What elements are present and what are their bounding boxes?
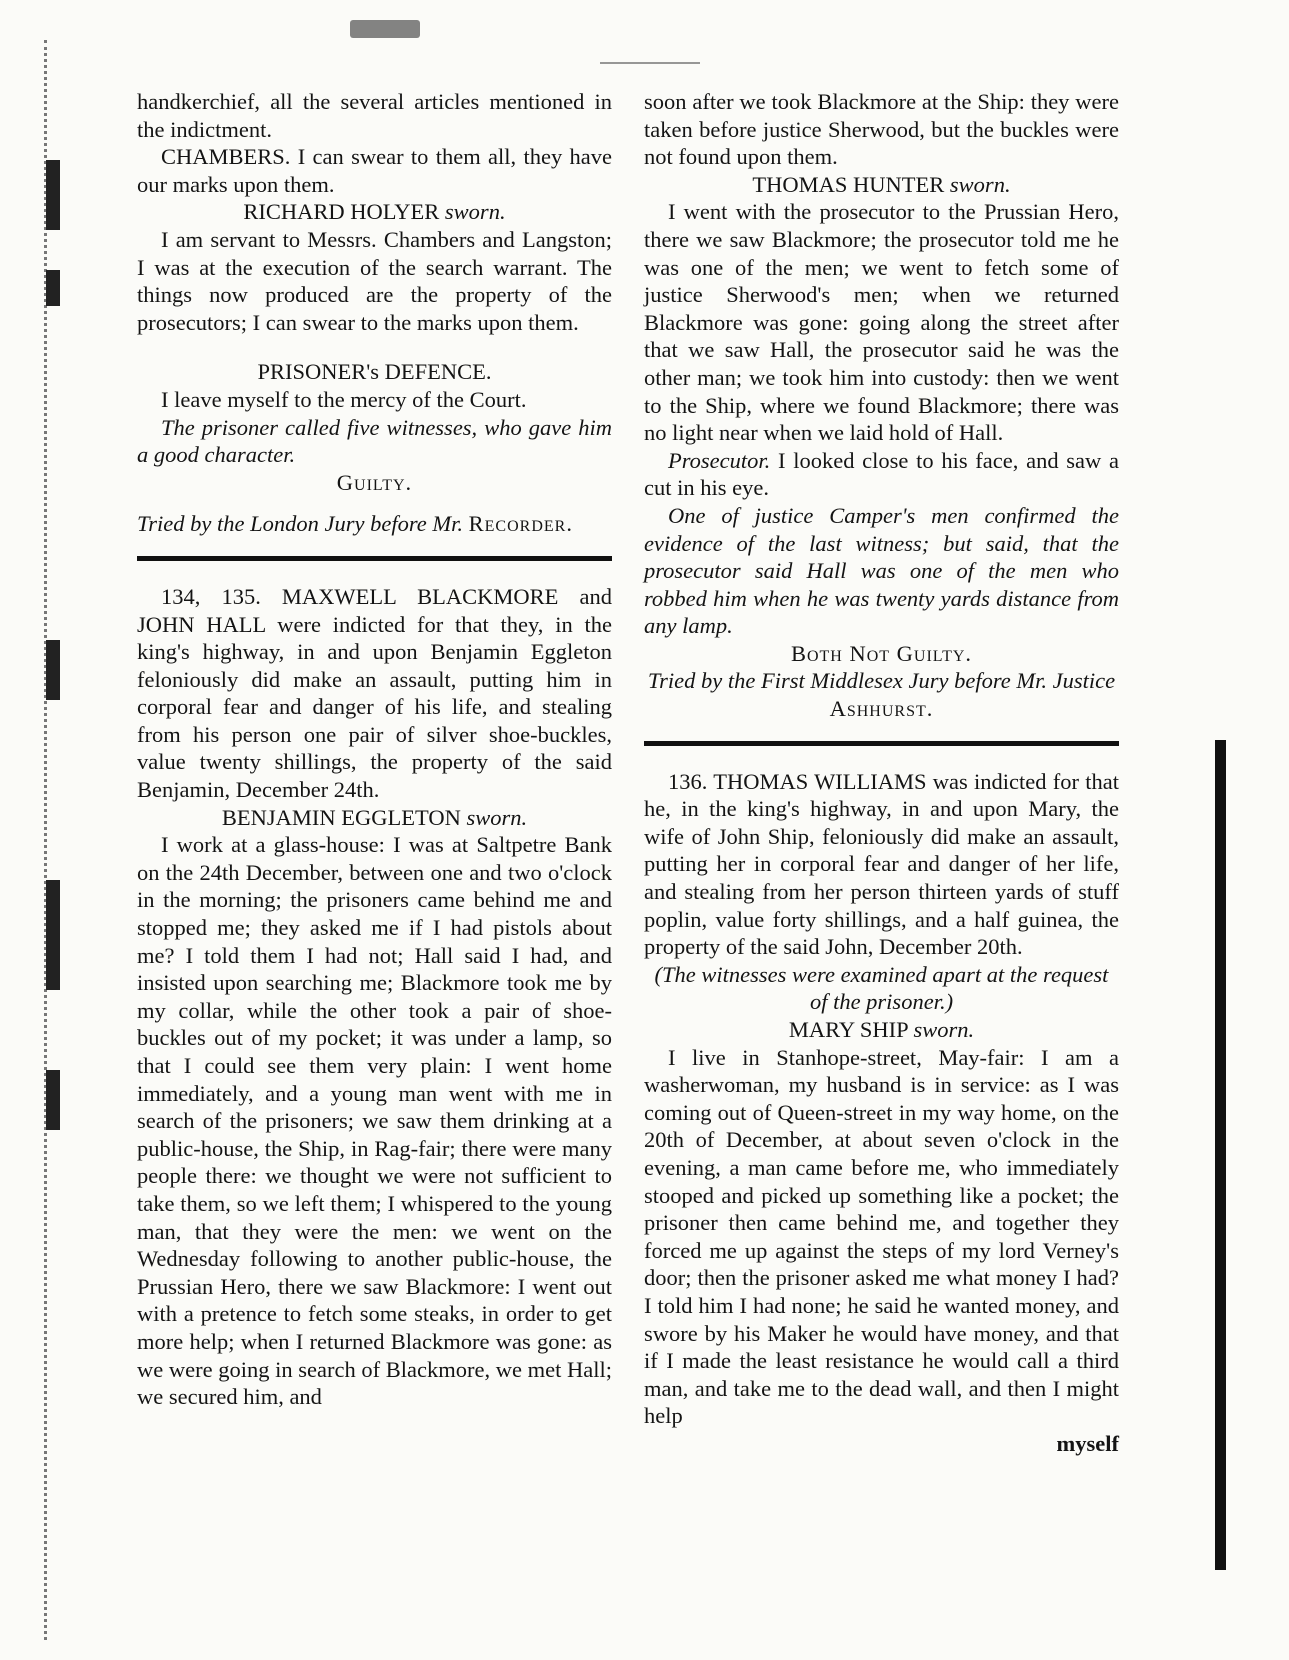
section-divider: [644, 741, 1119, 746]
testimony-holyer: I am servant to Messrs. Chambers and Langston; I was at the execution of the search warrant. The things now produced are the property of the prosecutors; I can swear to the marks upon them.: [137, 226, 612, 335]
section-divider: [137, 556, 612, 561]
case-134-135: 134, 135. MAXWELL BLACKMORE and JOHN HALL were indicted for that they, in the king's highway, in and upon Benjamin Eggleton feloniously did make an assault, putting him in corporal fear and danger of his life, and stealing from his person one pair of silver shoe-buckles, value twenty shillings, the property of the said Benjamin, December 24th.: [137, 583, 612, 803]
apart-note: (The witnesses were examined apart at the request of the prisoner.): [654, 961, 1109, 1015]
section-heading: PRISONER's DEFENCE.: [257, 359, 492, 385]
catchword: myself: [1056, 1430, 1119, 1456]
ink-smudge: [600, 28, 700, 64]
binding-mark: [46, 160, 60, 230]
jury-note: Tried by the London Jury before Mr. Recorder.: [137, 511, 573, 537]
right-column: [644, 88, 1119, 1458]
witness-heading: BENJAMIN EGGLETON sworn.: [221, 804, 528, 830]
witness-heading: MARY SHIP sworn.: [788, 1017, 975, 1042]
page-edge-shadow: [1215, 740, 1226, 1570]
left-column: [137, 88, 612, 1411]
verdict: Both Not Guilty.: [790, 640, 973, 666]
paragraph: soon after we took Blackmore at the Ship: they were taken before justice Sherwood, but the buckles were not found upon them.: [644, 89, 1119, 170]
binding-mark: [46, 640, 60, 700]
witnesses-note: The prisoner called five witnesses, who gave him a good character.: [137, 414, 612, 468]
testimony-chambers: CHAMBERS. I can swear to them all, they have our marks upon them.: [137, 144, 612, 197]
defence-text: I leave myself to the mercy of the Court.: [161, 386, 527, 412]
witness-heading: THOMAS HUNTER sworn.: [752, 171, 1011, 197]
testimony-hunter: I went with the prosecutor to the Prussian Hero, there we saw Blackmore; the prosecutor told me he was one of the men; we went to fetch some of justice Sherwood's men; when we returned Blackmore was gone: going along the street after that we saw Hall, the prosecutor said he was the other man; we took him into custody: then we went to the Ship, where we found Blackmore; there was no light near when we laid hold of Hall.: [644, 199, 1119, 446]
camper-note: One of justice Camper's men confirmed the evidence of the last witness; but said, that the prosecutor said Hall was one of the men who robbed him when he was twenty yards distance from any lamp.: [644, 502, 1119, 639]
binding-mark: [46, 1070, 60, 1130]
binding-mark: [46, 270, 60, 306]
binding-mark: [46, 880, 60, 990]
case-136: 136. THOMAS WILLIAMS was indicted for that he, in the king's highway, in and upon Mary, the wife of John Ship, feloniously did make an assault, putting her in corporal fear and danger of her life, and stealing from her person thirteen yards of stuff poplin, value forty shillings, and a half guinea, the property of the said John, December 20th.: [644, 768, 1119, 960]
testimony-ship: I live in Stanhope-street, May-fair: I am a washerwoman, my husband is in service: as I was coming out of Queen-street in my way home, on the 20th of December, at about seven o'clock in the evening, a man came before me, who immediately stooped and picked up something like a pocket; the prisoner then came behind me, and together they forced me up against the steps of my lord Verney's door; then the prisoner asked me what money I had? I told him I had none; he said he wanted money, and swore by his Maker he would have money, and that if I made the least resistance he would call a third man, and take me to the dead wall, and then I might help: [644, 1044, 1119, 1429]
prosecutor-statement: Prosecutor. I looked close to his face, and saw a cut in his eye.: [644, 447, 1119, 501]
jury-note: Tried by the First Middlesex Jury before Mr. Justice Ashhurst.: [647, 668, 1116, 722]
ink-smudge: [350, 20, 420, 38]
testimony-eggleton: I work at a glass-house: I was at Saltpetre Bank on the 24th December, between one and two o'clock in the morning; the prisoners came behind me and stopped me; they asked me if I had pistols about me? I told them I had not; Hall said I had, and insisted upon searching me; Blackmore took me by my collar, while the other took a pair of shoe-buckles out of my pocket; it was under a lamp, so that I could see them very plain: I went home immediately, and a young man went with me in search of the prisoners; we saw them drinking at a public-house, the Ship, in Rag-fair; there were many people there: we thought we were not sufficient to take them, so we left them; I whispered to the young man, that they were the men: we went on the Wednesday following to another public-house, the Prussian Hero, there we saw Blackmore: I went out with a pretence to fetch some steaks, in order to get more help; when I returned Blackmore was gone: as we were going in search of Blackmore, we met Hall; we secured him, and: [137, 832, 612, 1410]
verdict: Guilty.: [336, 469, 413, 495]
paragraph: handkerchief, all the several articles mentioned in the indictment.: [137, 89, 612, 142]
witness-heading: RICHARD HOLYER sworn.: [243, 199, 506, 225]
